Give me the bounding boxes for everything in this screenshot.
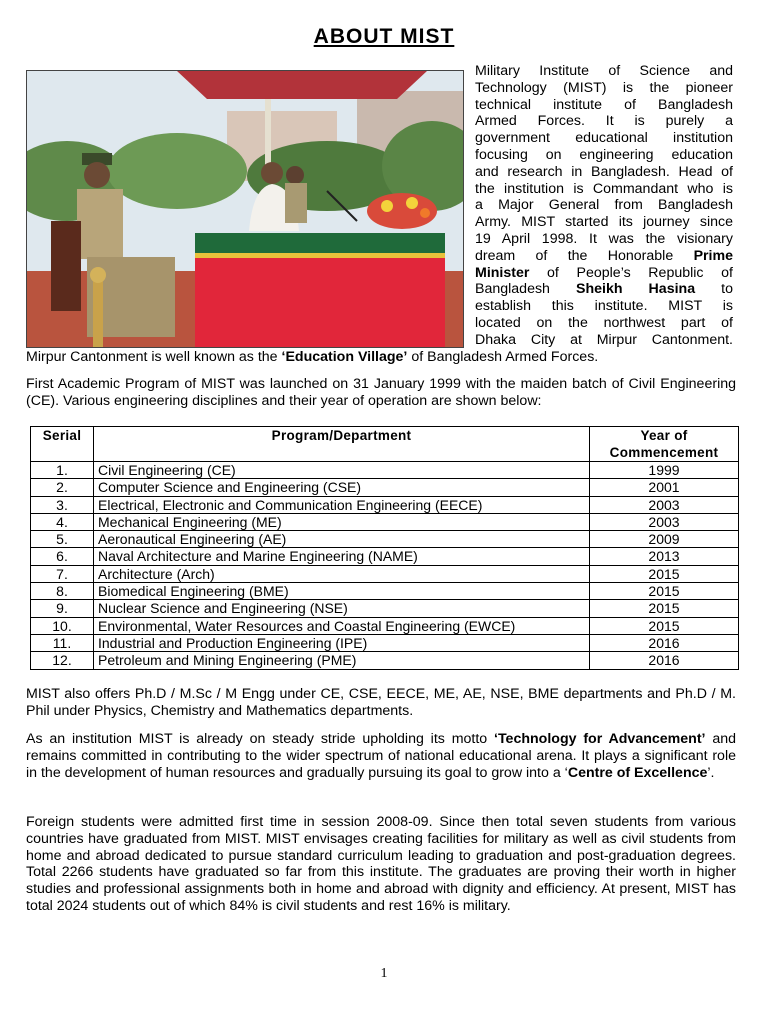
minister-text: Minister bbox=[475, 264, 530, 281]
row-serial: 1. bbox=[31, 462, 94, 479]
intro-line: government educational institution bbox=[475, 130, 733, 147]
row-serial: 3. bbox=[31, 496, 94, 513]
table-row bbox=[31, 617, 739, 634]
intro-line: located on the northwest part of bbox=[475, 314, 733, 331]
intro-line: Military Institute of Science and bbox=[475, 63, 733, 79]
row-program: Nuclear Science and Engineering (NSE) bbox=[94, 600, 590, 617]
row-serial: 9. bbox=[31, 600, 94, 617]
row-program: Naval Architecture and Marine Engineering (NAME) bbox=[94, 548, 590, 565]
table-row bbox=[31, 462, 739, 479]
row-serial: 10. bbox=[31, 617, 94, 634]
intro-line: establish this institute. MIST is bbox=[475, 298, 733, 315]
intro-continuation bbox=[26, 349, 736, 366]
sheikh-hasina-text: Sheikh Hasina bbox=[576, 281, 696, 298]
row-year: 1999 bbox=[590, 462, 739, 479]
row-year: 2003 bbox=[590, 496, 739, 513]
intro-line: Army. MIST started its journey since bbox=[475, 214, 733, 231]
academic-program-paragraph: First Academic Program of MIST was launched on 31 January 1999 with the maiden batch of Civil Engineering (CE). Various engineering disciplines and their year of operation are shown below: bbox=[26, 376, 736, 409]
row-serial: 7. bbox=[31, 565, 94, 582]
postgraduate-paragraph: MIST also offers Ph.D / M.Sc / M Engg under CE, CSE, EECE, ME, AE, NSE, BME departments and Ph.D / M. Phil under Physics, Chemistry and Mathematics departments. bbox=[26, 686, 736, 719]
header-serial: Serial bbox=[31, 427, 94, 462]
row-program: Industrial and Production Engineering (IPE) bbox=[94, 634, 590, 651]
row-program: Computer Science and Engineering (CSE) bbox=[94, 479, 590, 496]
motto-paragraph bbox=[26, 731, 736, 781]
row-year: 2016 bbox=[590, 634, 739, 651]
row-serial: 8. bbox=[31, 583, 94, 600]
row-year: 2015 bbox=[590, 565, 739, 582]
row-program: Aeronautical Engineering (AE) bbox=[94, 531, 590, 548]
row-program: Electrical, Electronic and Communication Engineering (EECE) bbox=[94, 496, 590, 513]
header-program: Program/Department bbox=[94, 427, 590, 462]
row-year: 2009 bbox=[590, 531, 739, 548]
intro-text: Bangladesh bbox=[475, 281, 550, 298]
row-program: Mechanical Engineering (ME) bbox=[94, 513, 590, 530]
ceremony-photo-illustration bbox=[27, 71, 463, 347]
motto-bold: ‘Technology for Advancement’ bbox=[494, 731, 706, 747]
table-row bbox=[31, 565, 739, 582]
intro-text: Mirpur Cantonment is well known as the bbox=[26, 349, 282, 365]
intro-line: Armed Forces. It is purely a bbox=[475, 113, 733, 130]
row-serial: 4. bbox=[31, 513, 94, 530]
row-program: Biomedical Engineering (BME) bbox=[94, 583, 590, 600]
row-program: Petroleum and Mining Engineering (PME) bbox=[94, 652, 590, 669]
table-row bbox=[31, 513, 739, 530]
foreign-students-paragraph: Foreign students were admitted first time in session 2008-09. Since then total seven students from various countries have graduated from MIST. MIST envisages creating facilities for military as well as civil students from home and abroad dedicated to pursue standard curriculum leading to graduation and post-graduation degrees. Total 2266 students have graduated so far from this institute. The graduates are proving their worth in higher studies and professional assignments both in home and abroad with dignity and efficiency. At present, MIST has total 2024 students out of which 84% is civil students and rest 16% is military. bbox=[26, 814, 736, 914]
table-row bbox=[31, 583, 739, 600]
row-serial: 2. bbox=[31, 479, 94, 496]
table-row bbox=[31, 634, 739, 651]
row-year: 2013 bbox=[590, 548, 739, 565]
intro-line: and research in Bangladesh. Head of bbox=[475, 163, 733, 180]
intro-line: technical institute of Bangladesh bbox=[475, 96, 733, 113]
program-table bbox=[30, 426, 739, 670]
intro-text: of Bangladesh Armed Forces. bbox=[407, 349, 599, 365]
table-row bbox=[31, 548, 739, 565]
table-row bbox=[31, 479, 739, 496]
intro-text: dream of the Honorable bbox=[475, 247, 674, 264]
row-program: Civil Engineering (CE) bbox=[94, 462, 590, 479]
intro-line: a Major General from Bangladesh bbox=[475, 197, 733, 214]
prime-text: Prime bbox=[693, 247, 734, 264]
row-year: 2015 bbox=[590, 617, 739, 634]
motto-text: As an institution MIST is already on steady stride upholding its motto bbox=[26, 731, 494, 747]
intro-paragraph bbox=[475, 63, 733, 349]
table-row bbox=[31, 496, 739, 513]
intro-line bbox=[475, 248, 733, 265]
page-number: 1 bbox=[380, 966, 388, 981]
centre-of-excellence-bold: Centre of Excellence bbox=[567, 764, 708, 781]
education-village-text: ‘Education Village’ bbox=[281, 349, 408, 365]
table-header-row bbox=[31, 427, 739, 462]
row-program: Environmental, Water Resources and Coastal Engineering (EWCE) bbox=[94, 617, 590, 634]
table-row bbox=[31, 652, 739, 669]
header-year-line2: Commencement bbox=[609, 445, 719, 460]
motto-text: and remains committed in contributing to the wider spectrum of national educational arena. It plays a significant role in the development of human resources and gradually pursuing its goal to grow into a ‘ bbox=[26, 731, 736, 781]
ceremony-photo bbox=[26, 70, 464, 348]
motto-text: ’. bbox=[707, 764, 715, 781]
intro-text: to bbox=[721, 281, 733, 298]
row-serial: 12. bbox=[31, 652, 94, 669]
intro-line: the institution is Commandant who is bbox=[475, 180, 733, 197]
row-program: Architecture (Arch) bbox=[94, 565, 590, 582]
row-serial: 6. bbox=[31, 548, 94, 565]
row-serial: 5. bbox=[31, 531, 94, 548]
header-year-line1: Year of bbox=[640, 428, 688, 443]
intro-line bbox=[475, 281, 733, 298]
table-row bbox=[31, 531, 739, 548]
intro-line bbox=[475, 265, 733, 282]
intro-line: 19 April 1998. It was the visionary bbox=[475, 230, 733, 247]
row-year: 2001 bbox=[590, 479, 739, 496]
page-title: ABOUT MIST bbox=[313, 25, 455, 48]
intro-line: focusing on engineering education bbox=[475, 146, 733, 163]
table-row bbox=[31, 600, 739, 617]
intro-line: Dhaka City at Mirpur Cantonment. bbox=[475, 331, 733, 348]
intro-line: Technology (MIST) is the pioneer bbox=[475, 79, 733, 96]
row-year: 2016 bbox=[590, 652, 739, 669]
row-year: 2015 bbox=[590, 600, 739, 617]
row-serial: 11. bbox=[31, 634, 94, 651]
row-year: 2003 bbox=[590, 513, 739, 530]
row-year: 2015 bbox=[590, 583, 739, 600]
intro-text: of People’s Republic of bbox=[547, 264, 733, 281]
header-year bbox=[590, 427, 739, 462]
